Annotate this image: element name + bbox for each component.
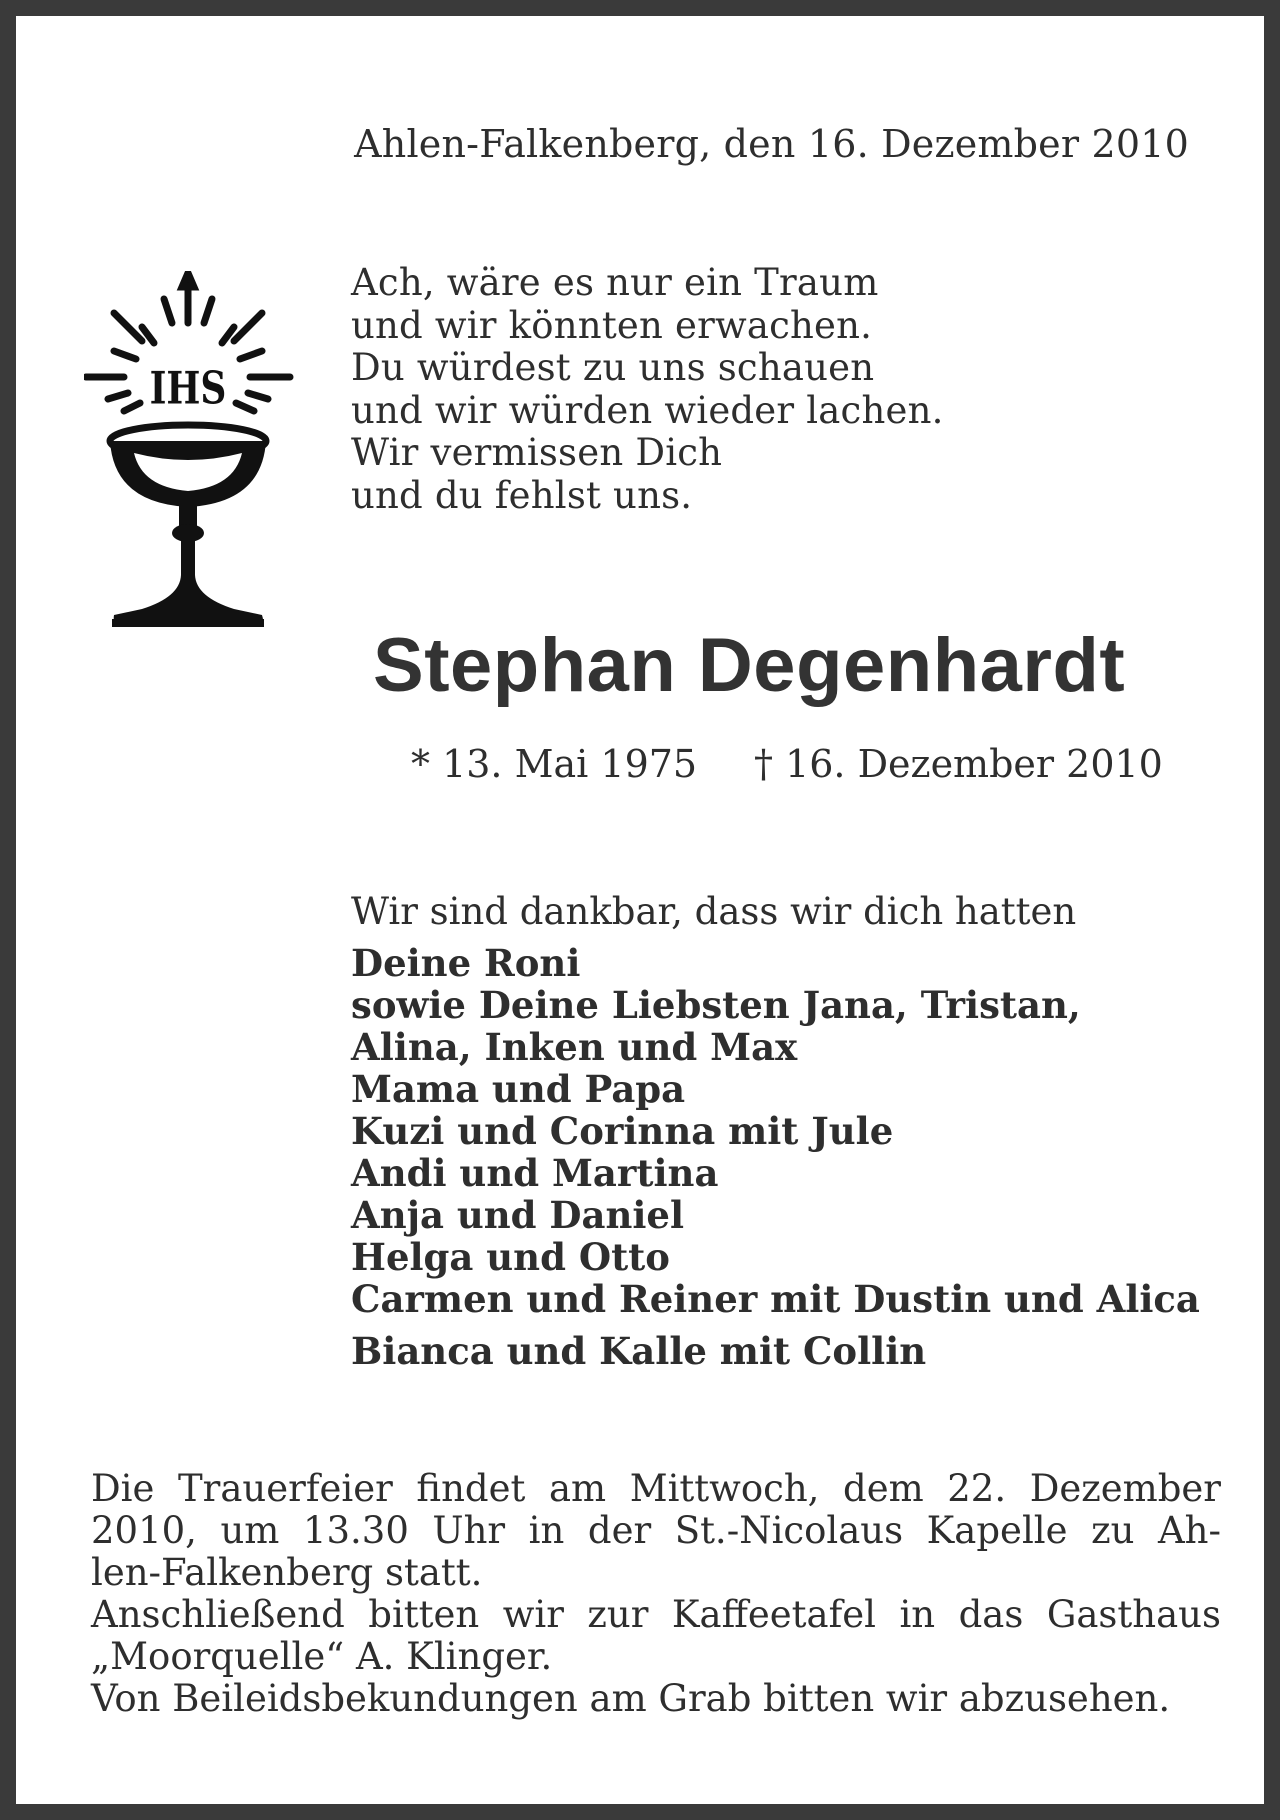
deceased-name: Stephan Degenhardt xyxy=(373,623,1126,708)
signature-line: sowie Deine Liebsten Jana, Tristan, xyxy=(351,983,1081,1027)
signature-line: Alina, Inken und Max xyxy=(351,1025,798,1069)
signature-line: Anja und Daniel xyxy=(351,1193,685,1237)
chalice-ihs-icon xyxy=(84,271,294,631)
funeral-notice xyxy=(91,1468,1221,1720)
birth-date: * 13. Mai 1975 xyxy=(411,742,698,786)
place-date: Ahlen-Falkenberg, den 16. Dezember 2010 xyxy=(354,122,1189,166)
poem-line: Wir vermissen Dich xyxy=(351,431,723,474)
notice-line: Die Trauerfeier findet am Mittwoch, dem 22. Dezember xyxy=(91,1467,1221,1510)
death-date: † 16. Dezember 2010 xyxy=(754,742,1163,786)
poem-line: und wir würden wieder lachen. xyxy=(351,388,944,432)
poem-line: und wir könnten erwachen. xyxy=(351,303,873,347)
poem-line: und du fehlst uns. xyxy=(351,473,693,517)
signature-line: Deine Roni xyxy=(351,941,581,985)
signature-line: Bianca und Kalle mit Collin xyxy=(351,1329,927,1373)
signature-line: Helga und Otto xyxy=(351,1235,670,1279)
poem-line: Ach, wäre es nur ein Traum xyxy=(351,261,879,304)
signature-line: Carmen und Reiner mit Dustin und Alica xyxy=(351,1277,1200,1321)
signature-line: Kuzi und Corinna mit Jule xyxy=(351,1109,894,1153)
notice-line: „Moorquelle“ A. Klinger. xyxy=(91,1635,553,1678)
notice-line: 2010, um 13.30 Uhr in der St.-Nicolaus Kapelle zu Ah- xyxy=(91,1509,1221,1552)
notice-line: Anschließend bitten wir zur Kaffeetafel in das Gasthaus xyxy=(91,1593,1221,1636)
poem-line: Du würdest zu uns schauen xyxy=(351,346,875,389)
thanks-line: Wir sind dankbar, dass wir dich hatten xyxy=(351,890,1077,933)
signature-line: Andi und Martina xyxy=(351,1151,719,1195)
signatures xyxy=(351,942,1200,1372)
ihs-monogram: IHS xyxy=(149,361,227,415)
notice-line: len-Falkenberg statt. xyxy=(91,1551,483,1594)
poem xyxy=(351,262,944,517)
notice-line: Von Beileidsbekundungen am Grab bitten wir abzusehen. xyxy=(91,1677,1171,1720)
signature-line: Mama und Papa xyxy=(351,1067,686,1111)
